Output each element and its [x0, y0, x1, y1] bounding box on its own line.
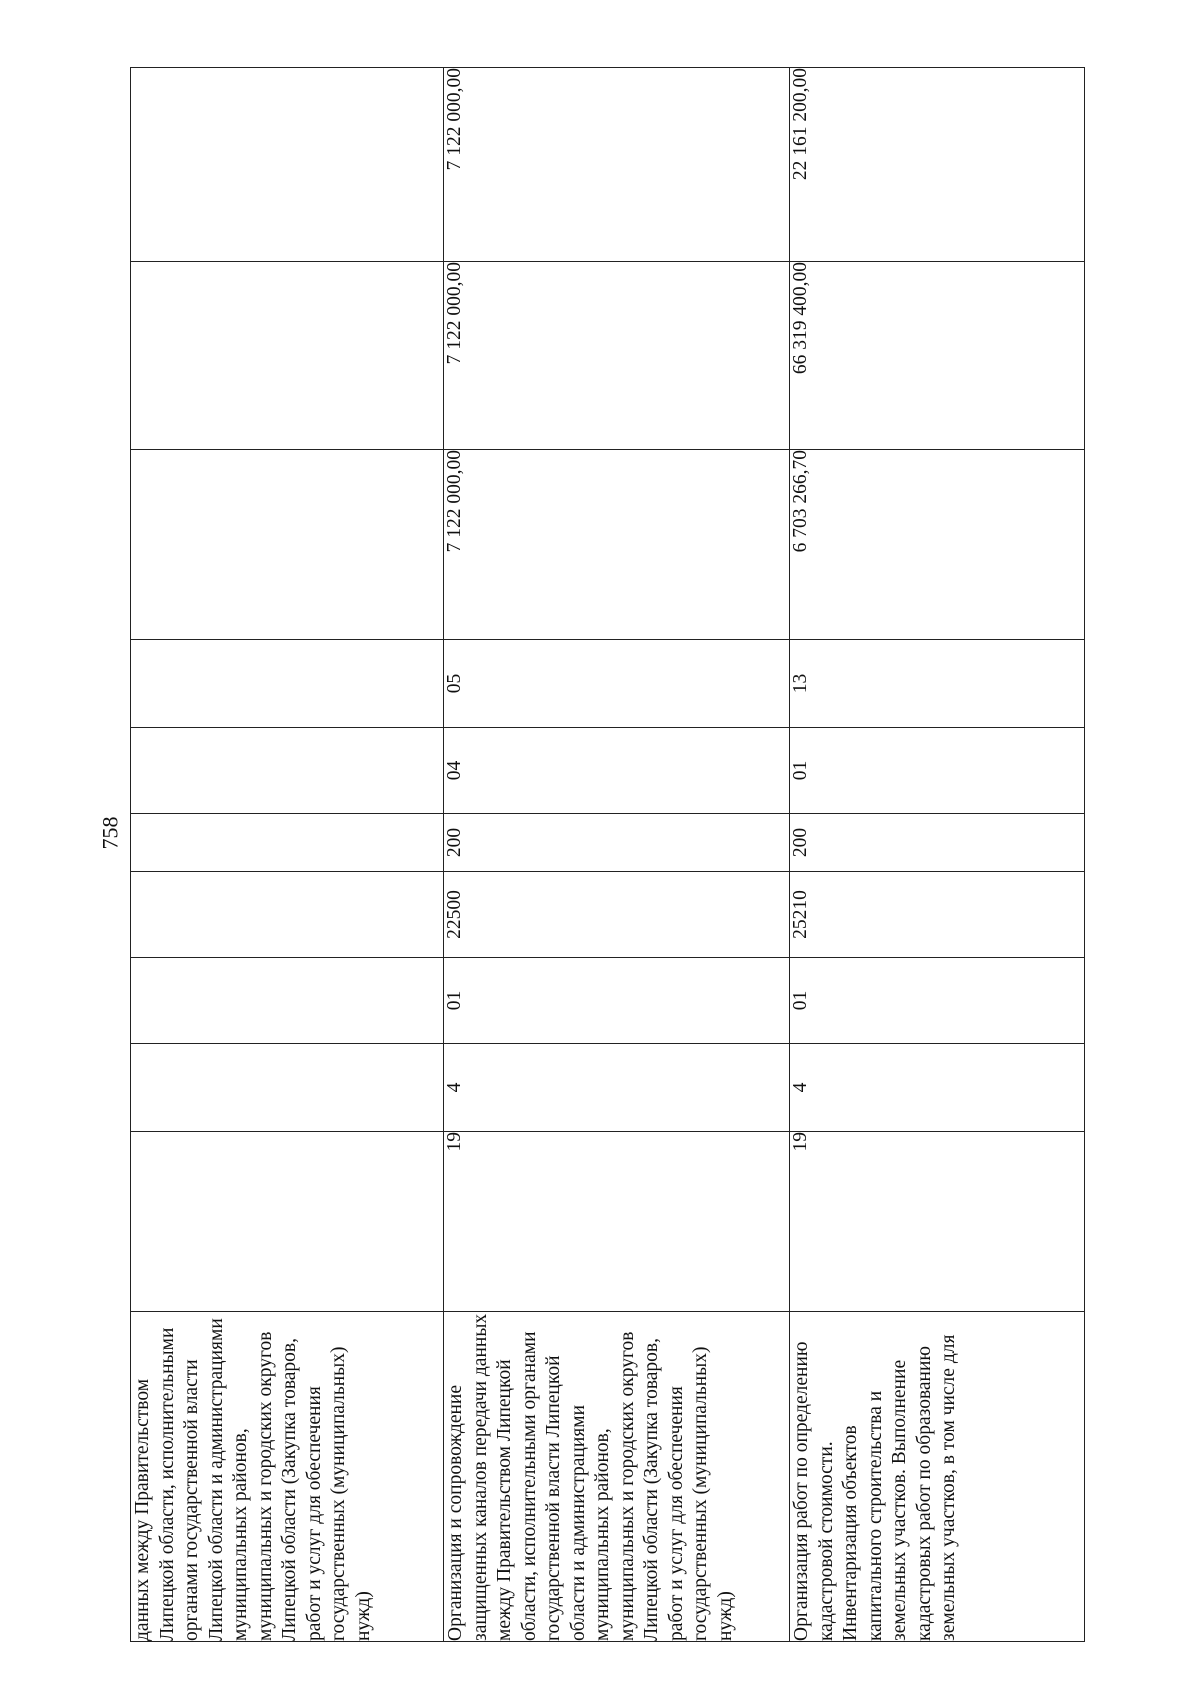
cell-expense-type: 200 [444, 814, 790, 872]
cell-amount-year-1: 7 122 000,00 [444, 450, 790, 640]
cell-direction [131, 872, 444, 958]
cell-subsection: 05 [444, 640, 790, 728]
cell-subprogram [131, 1044, 444, 1132]
cell-section: 04 [444, 728, 790, 814]
cell-main-event: 01 [444, 958, 790, 1044]
page-number: 758 [97, 816, 123, 850]
cell-expense-type: 200 [790, 814, 1085, 872]
table-row [790, 68, 1085, 1642]
cell-direction: 25210 [790, 872, 1085, 958]
cell-expense-type [131, 814, 444, 872]
cell-amount-year-2 [131, 262, 444, 450]
cell-amount-year-1: 6 703 266,70 [790, 450, 1085, 640]
cell-section [131, 728, 444, 814]
cell-subprogram: 4 [444, 1044, 790, 1132]
budget-table-container [130, 68, 1084, 1642]
cell-amount-year-2: 7 122 000,00 [444, 262, 790, 450]
cell-amount-year-3 [131, 68, 444, 262]
cell-section: 01 [790, 728, 1085, 814]
cell-main-event: 01 [790, 958, 1085, 1044]
row-description: Организация и сопровождение защищенных каналов передачи данных между Правительством Липецкой области, исполнительными органами государственной власти Липецкой области и администрациями муниципальных районов, муниципальных и городских округов Липецкой области (Закупка товаров, работ и услуг для обеспечения государственных (муниципальных) нужд) [444, 1312, 790, 1642]
row-description: данных между Правительством Липецкой области, исполнительными органами государственной власти Липецкой области и администрациями муниципальных районов, муниципальных и городских округов Липецкой области (Закупка товаров, работ и услуг для обеспечения государственных (муниципальных) нужд) [131, 1312, 444, 1642]
table-row [131, 68, 444, 1642]
cell-subsection: 13 [790, 640, 1085, 728]
cell-direction: 22500 [444, 872, 790, 958]
cell-main-event [131, 958, 444, 1044]
cell-program: 19 [444, 1132, 790, 1312]
cell-amount-year-3: 7 122 000,00 [444, 68, 790, 262]
cell-amount-year-1 [131, 450, 444, 640]
cell-amount-year-2: 66 319 400,00 [790, 262, 1085, 450]
cell-amount-year-3: 22 161 200,00 [790, 68, 1085, 262]
row-description: Организация работ по определению кадастровой стоимости. Инвентаризация объектов капитального строительства и земельных участков. Выполнение кадастровых работ по образованию земельных участков, в том числе для [790, 1312, 1085, 1642]
cell-subprogram: 4 [790, 1044, 1085, 1132]
table-row [444, 68, 790, 1642]
budget-table [130, 67, 1085, 1642]
cell-program: 19 [790, 1132, 1085, 1312]
cell-subsection [131, 640, 444, 728]
cell-program [131, 1132, 444, 1312]
